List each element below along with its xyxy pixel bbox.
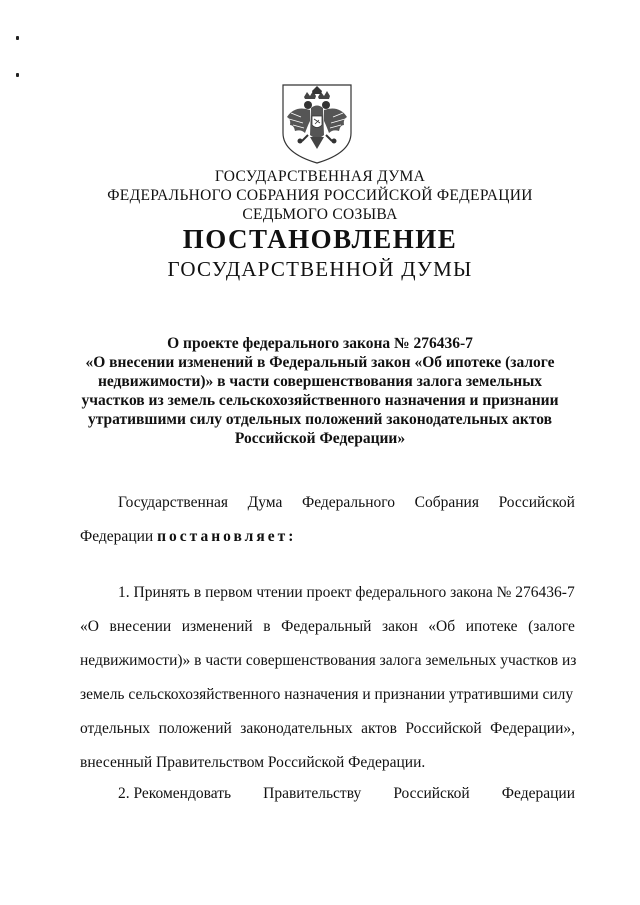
item2-word: 2. Рекомендовать — [118, 785, 232, 802]
justified-word: Федерации», — [490, 720, 575, 737]
justified-word: изменений — [181, 618, 253, 635]
item2-word: Федерации — [501, 785, 575, 802]
preamble-word: Собрания — [414, 494, 479, 511]
justified-word: отдельных — [80, 720, 151, 737]
preamble-word: Федерации — [80, 528, 154, 545]
justified-word: в — [263, 618, 271, 635]
justified-word: внесении — [109, 618, 172, 635]
item2-line — [118, 785, 575, 803]
about-line: недвижимости)» в части совершенствования залога земельных — [97, 373, 543, 390]
about-line: О проекте федерального закона № 276436-7 — [167, 335, 473, 352]
item1-line: 1. Принять в первом чтении проект федерального закона № 276436-7 — [118, 584, 575, 601]
decree-word: постановляет: — [157, 528, 297, 545]
document-subtitle: ГОСУДАРСТВЕННОЙ ДУМЫ — [167, 257, 473, 281]
about-line: «О внесении изменений в Федеральный закон «Об ипотеке (залоге — [85, 354, 555, 371]
justified-word: «О — [80, 618, 99, 635]
item1-line: земель сельскохозяйственного назначения и признании утратившими силу — [80, 686, 574, 703]
preamble-word: Российской — [498, 494, 575, 511]
preamble-word: Государственная — [118, 494, 229, 511]
coat-of-arms-emblem — [277, 83, 357, 165]
justified-word: закон — [381, 618, 418, 635]
about-line: участков из земель сельскохозяйственного назначения и признании — [81, 392, 559, 409]
header-line-convocation: СЕДЬМОГО СОЗЫВА — [242, 206, 398, 223]
document-title: ПОСТАНОВЛЕНИЕ — [182, 224, 458, 254]
item1-line: недвижимости)» в части совершенствования залога земельных участков из — [80, 652, 577, 669]
justified-word: «Об — [428, 618, 456, 635]
justified-word: (залоге — [528, 618, 575, 635]
justified-word: законодательных — [240, 720, 353, 737]
justified-word: актов — [361, 720, 397, 737]
item1-line — [80, 618, 575, 636]
preamble-word: Дума — [247, 494, 283, 511]
item1-line — [80, 720, 575, 738]
preamble-line — [80, 528, 575, 546]
justified-word: положений — [158, 720, 232, 737]
scan-mark — [16, 73, 19, 77]
item1-line: внесенный Правительством Российской Федерации. — [80, 754, 426, 771]
about-line: утратившими силу отдельных положений законодательных актов — [87, 411, 553, 428]
item2-word: Правительству — [263, 785, 362, 802]
about-line: Российской Федерации» — [234, 430, 406, 447]
header-line-duma: ГОСУДАРСТВЕННАЯ ДУМА — [214, 168, 426, 185]
preamble-word: Федерального — [301, 494, 396, 511]
justified-word: Российской — [405, 720, 482, 737]
preamble-line — [118, 494, 575, 512]
justified-word: Федеральный — [281, 618, 372, 635]
justified-word: ипотеке — [465, 618, 518, 635]
scan-mark — [16, 36, 19, 40]
header-line-assembly: ФЕДЕРАЛЬНОГО СОБРАНИЯ РОССИЙСКОЙ ФЕДЕРАЦИИ — [107, 187, 533, 204]
item2-word: Российской — [393, 785, 470, 802]
